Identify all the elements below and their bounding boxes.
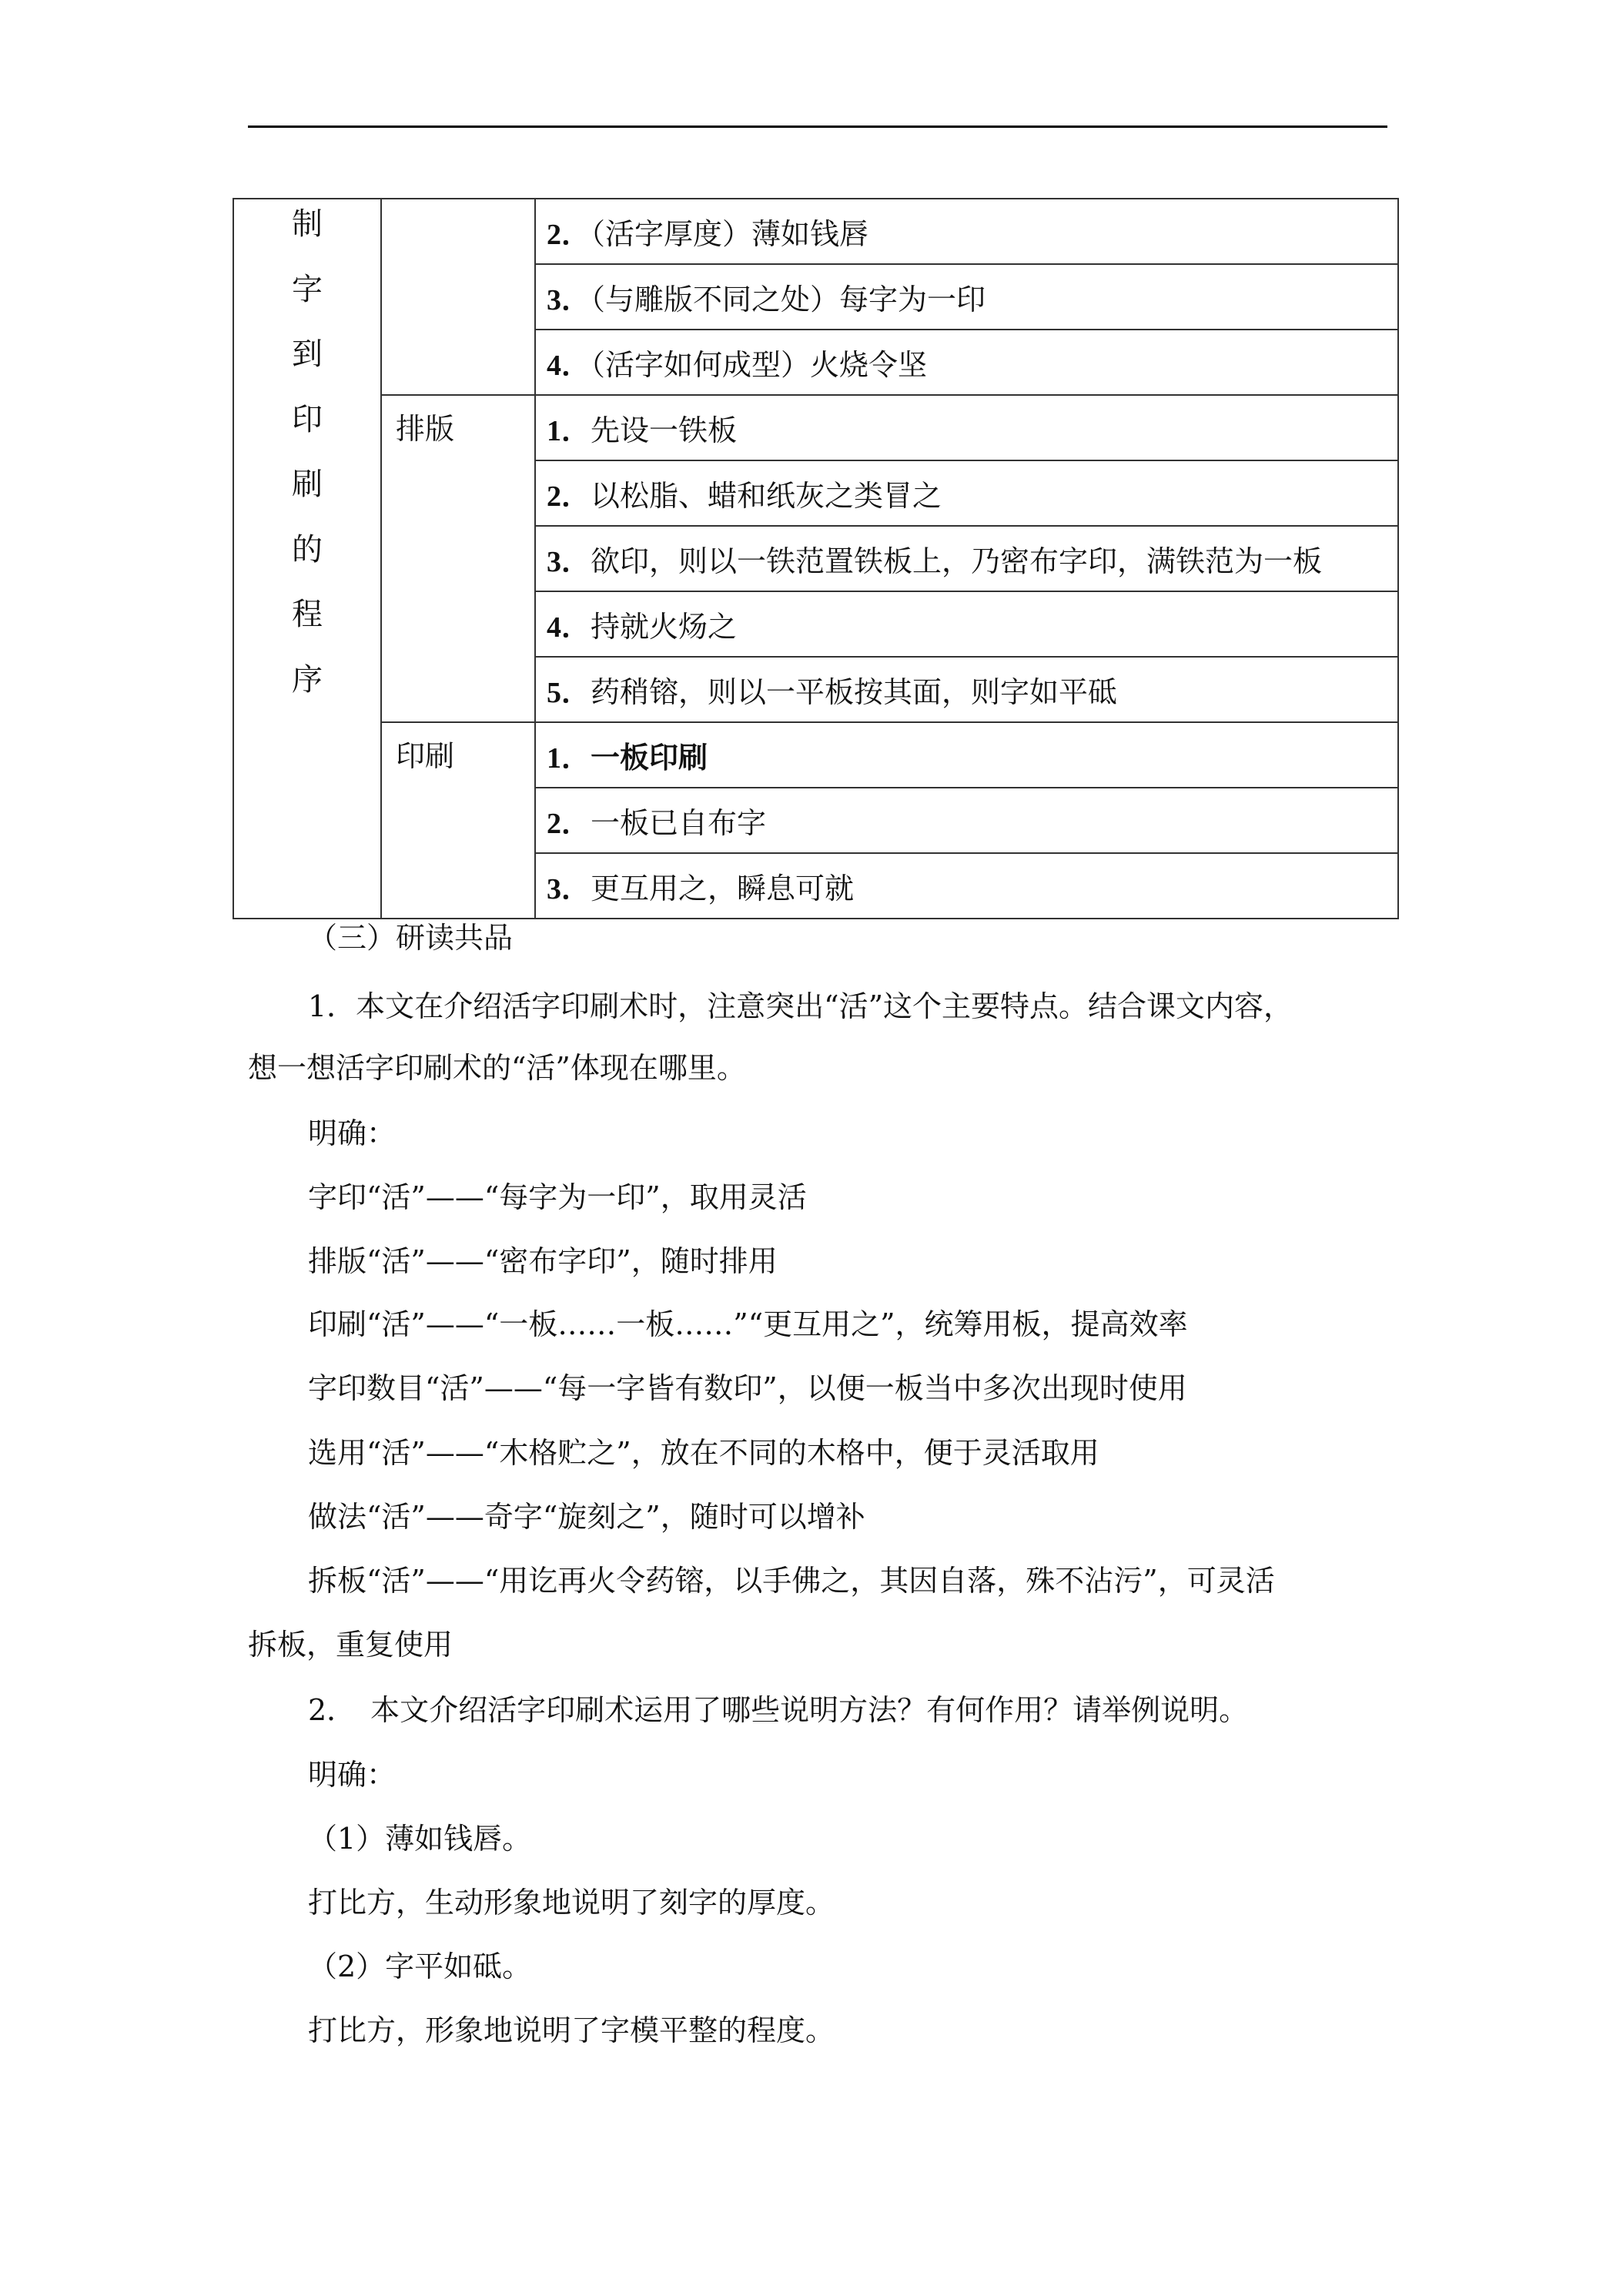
answer-label: 明确： [308,1116,397,1150]
step-number: 3 [547,873,561,905]
step-number: 3 [547,546,561,578]
step-number: 1 [547,742,561,775]
step-text: 一板印刷 [591,740,708,775]
step-cell: 3．欲印，则以一铁范置铁板上，乃密布字印，满铁范为一板 [535,526,1398,591]
step-cell: 4．持就火炀之 [535,591,1398,657]
vertical-char: 字 [292,271,323,307]
step-number: 2 [547,219,561,251]
example-title: （1）薄如钱唇。 [308,1822,532,1856]
vertical-char: 印 [292,401,323,437]
step-number: 2 [547,480,561,513]
step-number: 1 [547,415,561,447]
step-number: 3 [547,284,561,316]
answer-item: 字印数目“活”——“每一字皆有数印”，以便一板当中多次出现时使用 [308,1371,1187,1405]
answer-item: 拆板“活”——“用讫再火令药镕，以手佛之，其因自落，殊不沾污”，可灵活 [308,1564,1275,1598]
step-text: 持就火炀之 [591,610,738,644]
answer-label: 明确： [308,1758,397,1792]
vertical-char: 刷 [292,467,323,502]
answer-item: 做法“活”——奇字“旋刻之”，随时可以增补 [308,1500,865,1534]
step-text: （活字如何成型）火烧令坚 [591,348,928,382]
example-title: （2）字平如砥。 [308,1950,532,1983]
step-number: 2 [547,808,561,840]
header-rule [248,126,1387,128]
step-text: 先设一铁板 [591,413,738,447]
question-2: 2． 本文介绍活字印刷术运用了哪些说明方法？有何作用？请举例说明。 [308,1693,1249,1727]
step-cell: 2．（活字厚度）薄如钱唇 [535,199,1398,264]
step-text: （活字厚度）薄如钱唇 [591,217,869,251]
answer-item: 印刷“活”——“一板……一板……”“更互用之”，统筹用板，提高效率 [308,1307,1188,1341]
stage-label-cell: 印刷 [381,722,535,919]
step-cell: 1．先设一铁板 [535,395,1398,460]
step-cell: 3．更互用之，瞬息可就 [535,853,1398,919]
printing-procedure-table [233,198,1399,919]
step-cell: 5．药稍镕，则以一平板按其面，则字如平砥 [535,657,1398,722]
step-text: 药稍镕，则以一平板按其面，则字如平砥 [591,675,1118,709]
step-text: 以松脂、蜡和纸灰之类冒之 [591,479,942,513]
step-number: 4 [547,350,561,382]
vertical-char: 到 [292,336,323,372]
stage-label-cell [381,199,535,395]
table-row [233,395,1398,460]
procedure-label-cell [233,199,381,919]
answer-item: 排版“活”——“密布字印”，随时排用 [308,1244,778,1278]
table-row [233,722,1398,788]
step-text: （与雕版不同之处）每字为一印 [591,283,986,316]
step-cell: 3．（与雕版不同之处）每字为一印 [535,264,1398,330]
step-cell: 4．（活字如何成型）火烧令坚 [535,330,1398,395]
step-cell: 1．一板印刷 [535,722,1398,788]
step-text: 一板已自布字 [591,806,767,840]
answer-item-continued: 拆板，重复使用 [248,1628,453,1662]
step-cell: 2．一板已自布字 [535,788,1398,853]
question-1-line-2: 想一想活字印刷术的“活”体现在哪里。 [248,1051,746,1085]
vertical-char: 序 [292,661,323,698]
step-number: 4 [547,611,561,644]
example-text: 打比方，形象地说明了字模平整的程度。 [308,2013,835,2047]
step-cell: 2．以松脂、蜡和纸灰之类冒之 [535,460,1398,526]
answer-item: 字印“活”——“每字为一印”，取用灵活 [308,1180,807,1214]
question-1-line-1: 1．本文在介绍活字印刷术时，注意突出“活”这个主要特点。结合课文内容， [308,989,1293,1023]
vertical-char: 的 [292,531,323,567]
vertical-char: 程 [292,597,323,632]
answer-item: 选用“活”——“木格贮之”，放在不同的木格中，便于灵活取用 [308,1436,1099,1470]
stage-label-cell: 排版 [381,395,535,722]
step-number: 5 [547,677,561,709]
table-row [233,199,1398,264]
example-text: 打比方，生动形象地说明了刻字的厚度。 [308,1886,835,1919]
step-text: 欲印，则以一铁范置铁板上，乃密布字印，满铁范为一板 [591,544,1323,578]
vertical-char: 制 [292,206,323,242]
step-text: 更互用之，瞬息可就 [591,872,855,905]
section-title: （三）研读共品 [308,921,514,955]
